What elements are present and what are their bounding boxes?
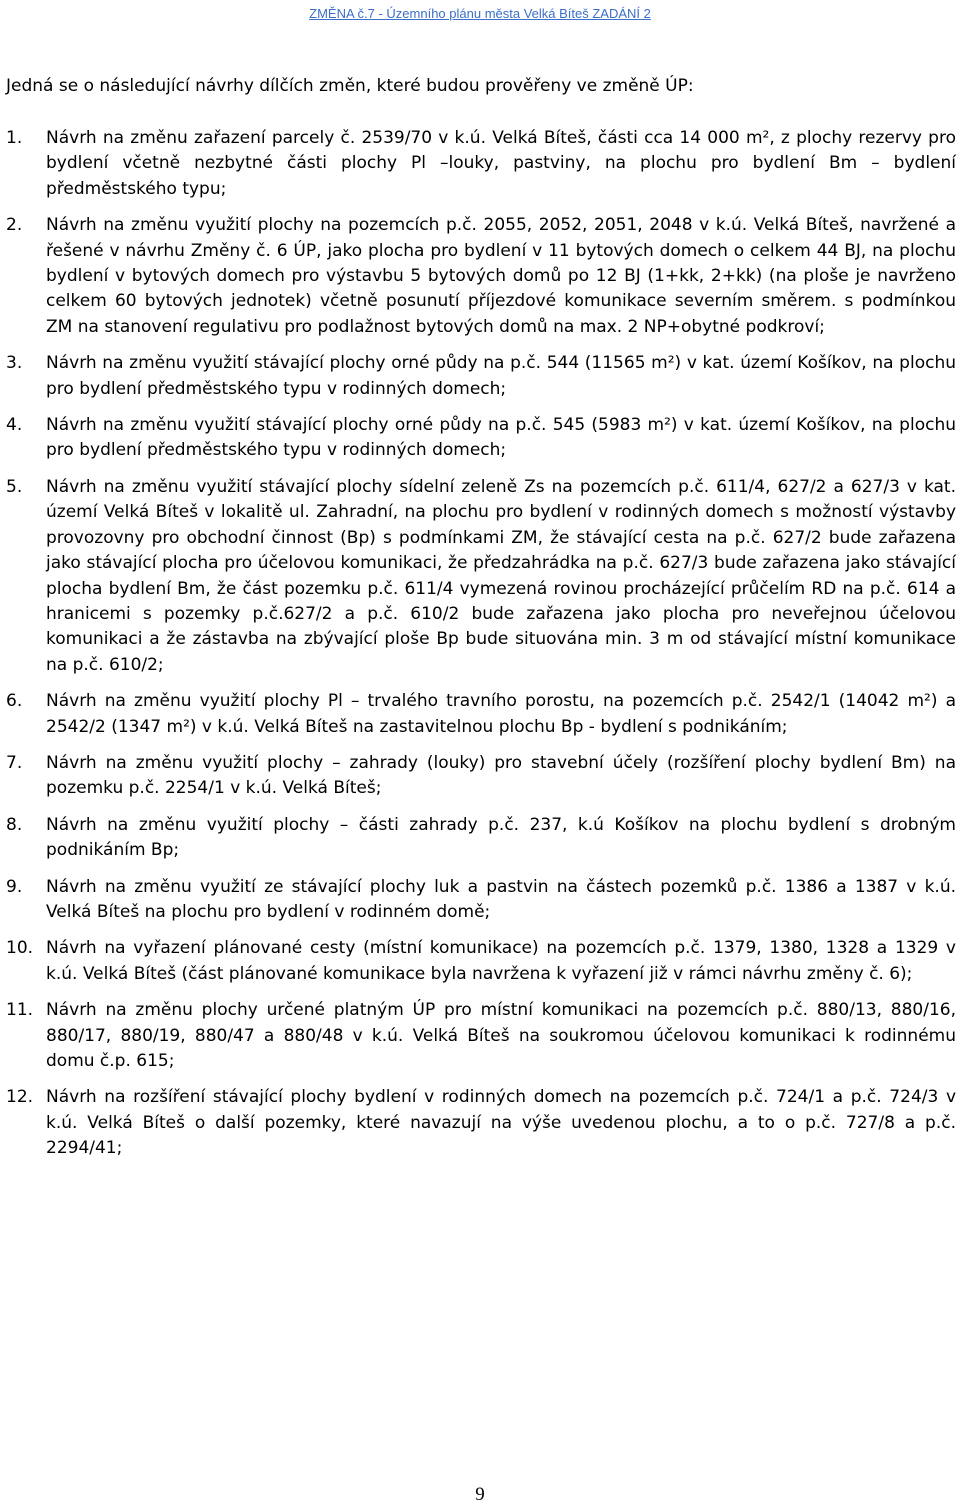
item-text: Návrh na změnu plochy určené platným ÚP pro místní komunikaci na pozemcích p.č. 880/13, 880/16, 880/17, 880/19, 880/47 a 880/48 v k.ú. Velká Bíteš na soukromou účelovou komunikaci k rodinnému domu č.p. 615; — [46, 1000, 956, 1071]
page-number: 9 — [475, 1484, 485, 1505]
item-text: Návrh na změnu využití stávající plochy sídelní zeleně Zs na pozemcích p.č. 611/4, 627/2 a 627/3 v kat. území Velká Bíteš v lokalitě ul. Zahradní, na plochu pro bydlení v rodinných domech s možností výstavby provozovny pro obchodní činnost (Bp) s podmínkami ZM, že stávající cesta na p.č. 627/2 bude zařazena jako stávající plocha pro účelovou komunikaci, že předzahrádka na p.č. 627/3 bude zařazena jako stávající plocha bydlení Bm, že část pozemku p.č. 611/4 vymezená rovinou procházející průčelím RD na p.č. 614 a hranicemi s pozemky p.č.627/2 a p.č. 610/2 bude zařazena jako plocha pro neveřejnou účelovou komunikaci a že zástavba na zbývající ploše Bp bude situována min. 3 m od stávající místní komunikace na p.č. 610/2; — [46, 476, 956, 675]
item-text: Návrh na vyřazení plánované cesty (místní komunikace) na pozemcích p.č. 1379, 1380, 1328 a 1329 v k.ú. Velká Bíteš (část plánované komunikace byla navržena k vyřazení již v rámci návrhu změny č. 6); — [46, 938, 956, 984]
list-item — [0, 875, 960, 926]
item-text: Návrh na změnu využití plochy – zahrady (louky) pro stavební účely (rozšíření plochy bydlení Bm) na pozemku p.č. 2254/1 v k.ú. Velká Bíteš; — [46, 752, 956, 799]
item-text: Návrh na změnu využití stávající plochy orné půdy na p.č. 544 (11565 m²) v kat. území Košíkov, na plochu pro bydlení předměstského typu v rodinných domech; — [46, 353, 956, 399]
item-text: Návrh na rozšíření stávající plochy bydlení v rodinných domech na pozemcích p.č. 724/1 a p.č. 724/3 v k.ú. Velká Bíteš o další pozemky, které navazují na výše uvedenou plochu, a to o p.č. 727/8 a p.č. 2294/41; — [46, 1087, 956, 1159]
item-text: Návrh na změnu využití stávající plochy orné půdy na p.č. 545 (5983 m²) v kat. území Košíkov, na plochu pro bydlení předměstského typu v rodinných domech; — [46, 415, 956, 461]
item-number: 12. — [6, 1087, 34, 1108]
list-item — [0, 813, 960, 864]
item-number: 4. — [6, 415, 23, 436]
item-number: 3. — [6, 353, 23, 374]
list-item — [0, 936, 960, 987]
item-number: 9. — [6, 876, 23, 897]
changes-list — [0, 126, 960, 1173]
list-item — [0, 413, 960, 464]
item-text: Návrh na změnu využití ze stávající plochy luk a pastvin na částech pozemků p.č. 1386 a 1387 v k.ú. Velká Bíteš na plochu pro bydlení v rodinném domě; — [46, 876, 956, 922]
item-number: 6. — [6, 691, 23, 712]
item-number: 8. — [6, 814, 23, 835]
item-text: Návrh na změnu využití plochy na pozemcích p.č. 2055, 2052, 2051, 2048 v k.ú. Velká Bíteš, navržené a řešené v návrhu Změny č. 6 ÚP, jako plocha pro bydlení v 11 bytových domech o celkem 44 BJ, na plochu bydlení v bytových domech pro výstavbu 5 bytových domů po 12 BJ (1+kk, 2+kk) (na ploše je navrženo celkem 60 bytových jednotek) včetně posunutí příjezdové komunikace severním směrem. s podmínkou ZM na stanovení regulativu pro podlažnost bytových domů na max. 2 NP+obytné podkroví; — [46, 215, 956, 337]
list-item — [0, 689, 960, 740]
list-item — [0, 751, 960, 802]
intro-paragraph: Jedná se o následující návrhy dílčích změn, které budou prověřeny ve změně ÚP: — [6, 76, 694, 96]
list-item — [0, 1085, 960, 1161]
item-number: 2. — [6, 215, 23, 236]
item-number: 11. — [6, 1000, 34, 1021]
item-number: 7. — [6, 752, 23, 773]
header-title-link[interactable]: ZMĚNA č.7 - Územního plánu města Velká Bíteš ZADÁNÍ 2 — [309, 6, 651, 21]
list-item — [0, 213, 960, 340]
list-item — [0, 475, 960, 678]
list-item — [0, 998, 960, 1074]
list-item — [0, 351, 960, 402]
item-number: 10. — [6, 938, 34, 959]
item-text: Návrh na změnu využití plochy – části zahrady p.č. 237, k.ú Košíkov na plochu bydlení s drobným podnikáním Bp; — [46, 814, 956, 861]
item-text: Návrh na změnu zařazení parcely č. 2539/70 v k.ú. Velká Bíteš, části cca 14 000 m², z plochy rezervy pro bydlení včetně nezbytné části plochy Pl –louky, pastviny, na plochu pro bydlení Bm – bydlení předměstského typu; — [46, 128, 956, 199]
page-header — [0, 6, 960, 21]
item-number: 1. — [6, 128, 23, 148]
list-item — [0, 126, 960, 202]
item-text: Návrh na změnu využití plochy Pl – trvalého travního porostu, na pozemcích p.č. 2542/1 (14042 m²) a 2542/2 (1347 m²) v k.ú. Velká Bíteš na zastavitelnou plochu Bp - bydlení s podnikáním; — [46, 691, 956, 737]
item-number: 5. — [6, 476, 23, 497]
